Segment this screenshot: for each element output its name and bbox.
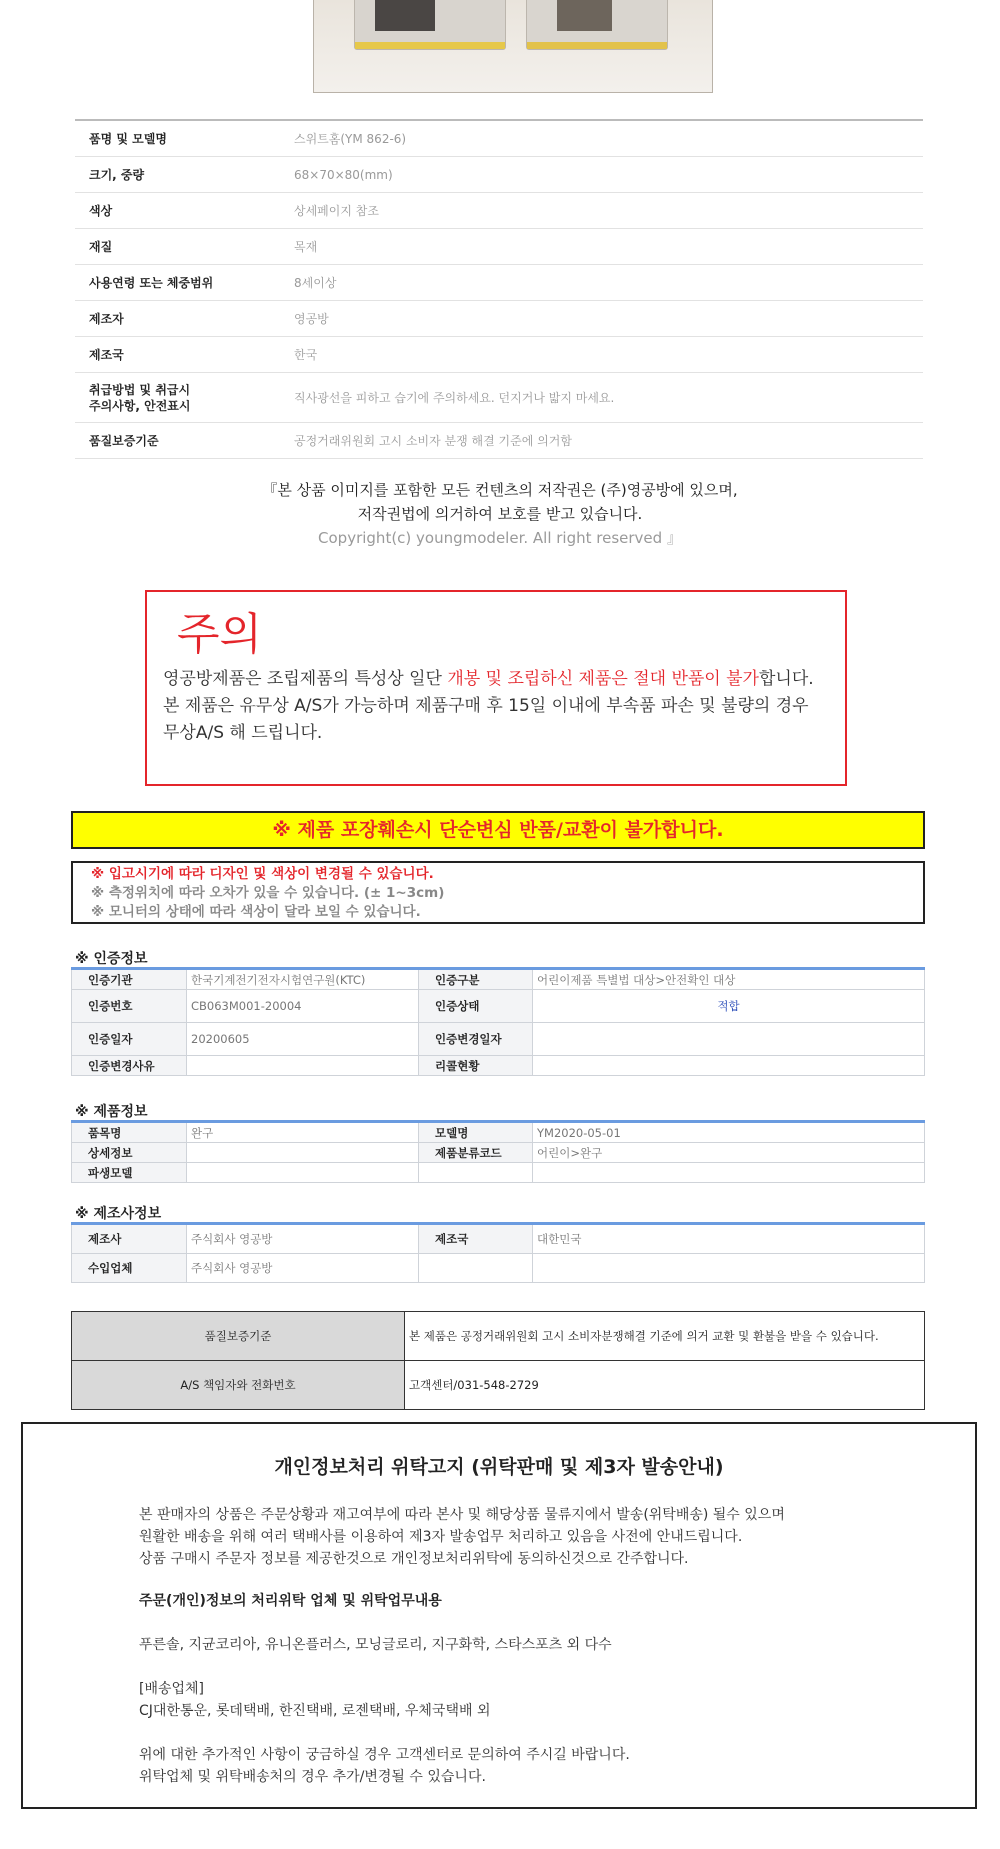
table-row <box>72 1254 925 1283</box>
cert-label: 인증변경사유 <box>72 1056 187 1076</box>
return-warning-banner: ※ 제품 포장훼손시 단순변심 반품/교환이 불가합니다. <box>71 811 925 849</box>
notice-line: ※ 모니터의 상태에 따라 색상이 달라 보일 수 있습니다. <box>91 904 421 920</box>
spec-value: 영공방 <box>294 312 329 326</box>
privacy-notice-box <box>21 1422 977 1809</box>
spec-row <box>75 229 923 265</box>
spec-label: 품질보증기준 <box>89 433 159 448</box>
spec-label: 색상 <box>89 203 113 218</box>
cert-status: 적합 <box>533 990 925 1023</box>
spec-label: 재질 <box>89 239 113 254</box>
spec-row <box>75 423 923 459</box>
table-row <box>72 1143 925 1163</box>
product-label: 품목명 <box>72 1122 187 1143</box>
spec-label: 제조국 <box>89 347 124 362</box>
table-row <box>72 969 925 990</box>
spec-label: 사용연령 또는 체중범위 <box>89 275 214 290</box>
notice-line: ※ 측정위치에 따라 오차가 있을 수 있습니다. (± 1~3cm) <box>91 885 445 901</box>
product-value <box>187 1143 419 1163</box>
product-value: 어린이>완구 <box>533 1143 925 1163</box>
cert-value: 20200605 <box>187 1023 419 1056</box>
privacy-delivery <box>139 1678 490 1722</box>
copyright-english: Copyright(c) youngmodeler. All right reserved 』 <box>318 529 682 547</box>
cert-label: 인증상태 <box>419 990 533 1023</box>
notice-line: ※ 입고시기에 따라 디자인 및 색상이 변경될 수 있습니다. <box>91 866 434 882</box>
product-value: 완구 <box>187 1122 419 1143</box>
cert-label: 리콜현황 <box>419 1056 533 1076</box>
spec-row <box>75 301 923 337</box>
cert-value: 어린이제품 특별법 대상>안전확인 대상 <box>533 969 925 990</box>
spec-label: 품명 및 모델명 <box>89 131 167 146</box>
privacy-title: 개인정보처리 위탁고지 (위탁판매 및 제3자 발송안내) <box>274 1456 724 1478</box>
quality-label: 품질보증기준 <box>72 1312 405 1361</box>
cert-value: 한국기계전기전자시험연구원(KTC) <box>187 969 419 990</box>
maker-value: 대한민국 <box>533 1224 925 1254</box>
cert-label: 인증구분 <box>419 969 533 990</box>
maker-label: 제조사 <box>72 1224 187 1254</box>
spec-value: 직사광선을 피하고 습기에 주의하세요. 던지거나 밟지 마세요. <box>294 391 615 405</box>
cert-label: 인증변경일자 <box>419 1023 533 1056</box>
cert-value <box>187 1056 419 1076</box>
privacy-paragraph <box>139 1744 630 1788</box>
spec-row <box>75 337 923 373</box>
privacy-companies: 푸른솔, 지균코리아, 유니온플러스, 모닝글로리, 지구화학, 스타스포츠 외 다수 <box>139 1637 612 1653</box>
cert-value <box>533 1023 925 1056</box>
table-row <box>72 1163 925 1183</box>
product-section-title: ※ 제품정보 <box>75 1104 148 1120</box>
quality-table <box>71 1311 925 1410</box>
table-row <box>72 990 925 1023</box>
quality-value: 본 제품은 공정거래위원회 고시 소비자분쟁해결 기준에 의거 교환 및 환불을 받을 수 있습니다. <box>405 1312 925 1361</box>
table-row <box>72 1361 925 1410</box>
privacy-line: 위에 대한 추가적인 사항이 궁금하실 경우 고객센터로 문의하여 주시길 바랍니다. <box>139 1747 630 1763</box>
spec-label: 취급방법 및 취급시 주의사항, 안전표시 <box>89 382 191 413</box>
copyright-line: 저작권법에 의거하여 보호를 받고 있습니다. <box>357 505 643 523</box>
spec-label: 크기, 중량 <box>89 167 145 182</box>
spec-value: 8세이상 <box>294 276 337 290</box>
caution-box <box>145 590 847 786</box>
product-label: 상세정보 <box>72 1143 187 1163</box>
spec-label: 제조자 <box>89 311 124 326</box>
privacy-delivery-list: CJ대한통운, 롯데택배, 한진택배, 로젠택배, 우체국택배 외 <box>139 1703 491 1719</box>
caution-highlight: 개봉 및 조립하신 제품은 절대 반품이 불가 <box>447 669 759 689</box>
table-row <box>72 1312 925 1361</box>
cert-table <box>71 967 925 1076</box>
maker-section-title: ※ 제조사정보 <box>75 1206 162 1222</box>
product-value <box>533 1163 925 1183</box>
maker-label: 제조국 <box>419 1224 533 1254</box>
spec-value: 상세페이지 참조 <box>294 204 379 218</box>
spec-row <box>75 373 923 423</box>
quality-label: A/S 책임자와 전화번호 <box>72 1361 405 1410</box>
caution-text: 무상A/S 해 드립니다. <box>163 723 323 743</box>
table-row <box>72 1224 925 1254</box>
notice-box <box>71 861 925 924</box>
product-photo <box>313 0 713 93</box>
copyright-line: 『본 상품 이미지를 포함한 모든 컨텐츠의 저작권은 (주)영공방에 있으며, <box>262 481 738 499</box>
privacy-delivery-label: [배송업체] <box>139 1681 205 1697</box>
maker-value <box>533 1254 925 1283</box>
spec-row <box>75 265 923 301</box>
caution-title: 주의 <box>177 609 263 660</box>
maker-table <box>71 1222 925 1283</box>
caution-text: 영공방제품은 조립제품의 특성상 일단 <box>163 669 448 689</box>
privacy-heading: 주문(개인)정보의 처리위탁 업체 및 위탁업무내용 <box>139 1593 442 1609</box>
maker-value <box>419 1254 533 1283</box>
product-value <box>187 1163 419 1183</box>
spec-table <box>75 119 923 459</box>
maker-value: 주식회사 영공방 <box>187 1224 419 1254</box>
spec-value: 한국 <box>294 348 318 362</box>
table-row <box>72 1056 925 1076</box>
privacy-paragraph <box>139 1504 785 1570</box>
privacy-line: 상품 구매시 주문자 정보를 제공한것으로 개인정보처리위탁에 동의하신것으로 간주합니다. <box>139 1551 689 1567</box>
product-label: 파생모델 <box>72 1163 187 1183</box>
table-row <box>72 1023 925 1056</box>
privacy-line: 본 판매자의 상품은 주문상황과 재고여부에 따라 본사 및 해당상품 물류지에서 발송(위탁배송) 될수 있으며 <box>139 1507 785 1523</box>
product-label: 제품분류코드 <box>419 1143 533 1163</box>
cert-label: 인증일자 <box>72 1023 187 1056</box>
table-row <box>72 1122 925 1143</box>
caution-text: 합니다. <box>758 669 814 689</box>
cert-label: 인증번호 <box>72 990 187 1023</box>
caution-text: 본 제품은 유무상 A/S가 가능하며 제품구매 후 15일 이내에 부속품 파손 및 불량의 경우 <box>163 696 809 716</box>
quality-value: 고객센터/031-548-2729 <box>405 1361 925 1410</box>
product-table <box>71 1120 925 1183</box>
maker-label: 수입업체 <box>72 1254 187 1283</box>
spec-row <box>75 157 923 193</box>
spec-value: 목재 <box>294 240 318 254</box>
cert-value: CB063M001-20004 <box>187 990 419 1023</box>
cert-value <box>533 1056 925 1076</box>
caution-body <box>163 666 843 747</box>
privacy-line: 원활한 배송을 위해 여러 택배사를 이용하여 제3자 발송업무 처리하고 있음을 사전에 안내드립니다. <box>139 1529 743 1545</box>
copyright-notice <box>0 478 1000 550</box>
spec-value: 68×70×80(mm) <box>294 167 393 182</box>
spec-value: 공정거래위원회 고시 소비자 분쟁 해결 기준에 의거함 <box>294 434 572 448</box>
cert-label: 인증기관 <box>72 969 187 990</box>
spec-row <box>75 193 923 229</box>
cert-section-title: ※ 인증정보 <box>75 951 148 967</box>
spec-value: 스위트홈(YM 862-6) <box>294 132 407 146</box>
product-label: 모델명 <box>419 1122 533 1143</box>
maker-value: 주식회사 영공방 <box>187 1254 419 1283</box>
spec-row <box>75 121 923 157</box>
product-value: YM2020-05-01 <box>533 1122 925 1143</box>
privacy-line: 위탁업체 및 위탁배송처의 경우 추가/변경될 수 있습니다. <box>139 1769 486 1785</box>
product-value <box>419 1163 533 1183</box>
